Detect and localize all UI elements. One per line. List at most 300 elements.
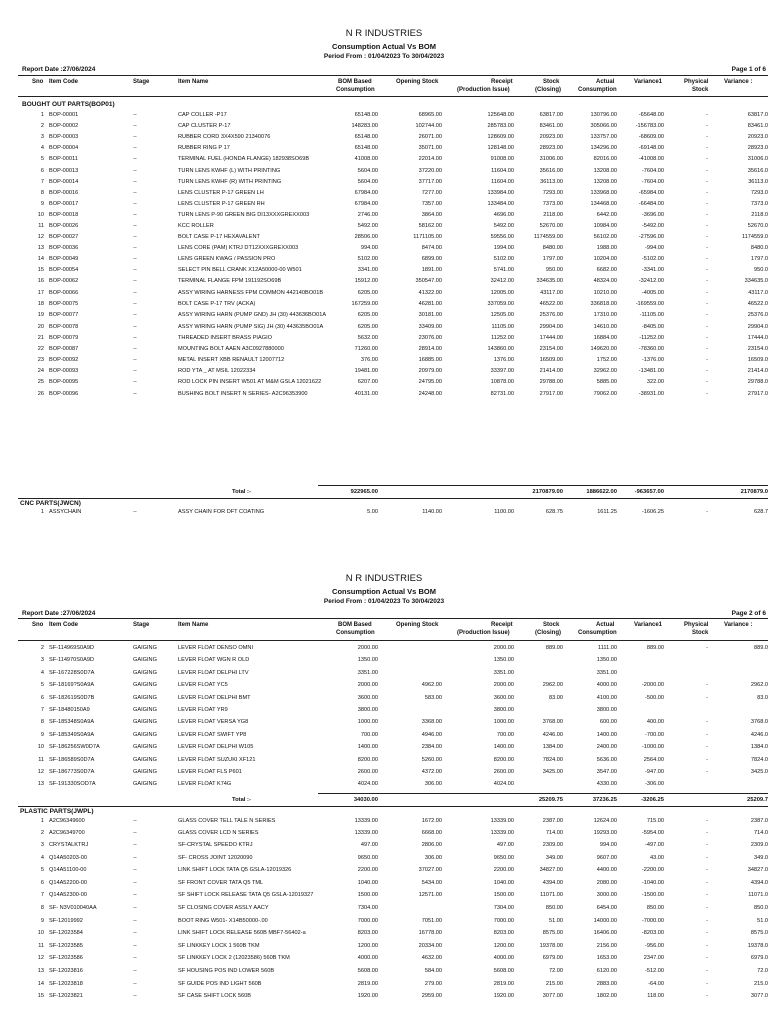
cell-sno: 3 (40, 842, 44, 849)
table-row (0, 842, 768, 853)
cell-sno: 7 (40, 892, 44, 899)
cell-rec: 133984.00 (487, 190, 514, 196)
cell-open: 3368.00 (421, 719, 442, 726)
table-row (0, 123, 768, 134)
cell-open: 37220.00 (418, 168, 442, 174)
cell-rec: 82731.00 (490, 391, 514, 397)
cell-stage: -- (133, 278, 137, 284)
cell-act: 6454.00 (596, 905, 617, 912)
cell-stk: 4394.00 (542, 880, 563, 886)
cell-act: 56102.00 (593, 234, 617, 240)
cell-stk: 7293.00 (542, 190, 563, 196)
col-receipt-1: Receipt (491, 622, 513, 628)
cell-name: LINK SHIFT LOCK TATA Q5 GSLA-12019326 (178, 866, 292, 873)
cell-phy: - (706, 929, 708, 936)
table-row (0, 145, 768, 156)
cell-stk: 628.75 (545, 509, 563, 515)
section-title-bop: BOUGHT OUT PARTS(BOP01) (22, 101, 115, 108)
cell-rec: 13339.00 (490, 830, 514, 837)
cell-name: ROD YTA _ AT MSIL 12022334 (178, 368, 256, 374)
cell-open: 30181.00 (418, 312, 442, 318)
cell-bom: 5632.00 (357, 335, 378, 341)
cell-open: 26071.00 (418, 134, 442, 140)
cell-code: SF-185348S0A9A (49, 719, 95, 726)
cell-code: BOP-00066 (49, 290, 79, 296)
cell-code: BOP-00014 (49, 179, 79, 185)
cell-bom: 67984.00 (354, 190, 378, 196)
cell-open: 1891.00 (421, 267, 442, 273)
cell-var: -512.00 (645, 968, 664, 975)
cell-phy: - (706, 719, 708, 726)
cell-rec: 128609.00 (487, 134, 514, 140)
table-row (0, 168, 768, 179)
col-physical-2: Stock (692, 630, 709, 636)
cell-bom: 5604.00 (357, 179, 378, 185)
cell-rec: 10878.00 (490, 379, 514, 385)
cell-act: 1400.00 (596, 731, 617, 738)
cell-act: 1611.25 (597, 509, 617, 515)
cell-code: A2C96349600 (49, 818, 85, 824)
cell-name: LEVER FLOAT WGN R OLD (178, 657, 250, 664)
total-bom: 922965.00 (350, 489, 378, 495)
cell-phy: - (706, 682, 708, 689)
cell-phy: - (706, 346, 708, 352)
gaiging-total-row (0, 796, 768, 806)
cell-name: LEVER FLOAT SWIFT YP8 (178, 731, 247, 738)
total-top-rule (318, 793, 768, 794)
cell-rec: 32412.00 (490, 278, 514, 284)
cell-stage: -- (133, 818, 137, 824)
col-bom-1: BOM Based (338, 79, 372, 85)
col-variance2: Variance : (724, 622, 753, 628)
cell-sno: 1 (40, 509, 44, 515)
cell-name: ASSY WIRING HARN (PUMP SIG) JH (30) 443635BO01A (178, 324, 324, 330)
cell-var2: 4394.0 (750, 880, 768, 886)
total-bom: 34030.00 (353, 797, 378, 803)
total-variance2: 25209.7 (747, 797, 768, 803)
cell-stk: 72.00 (549, 968, 563, 975)
cell-act: 2156.00 (596, 943, 617, 949)
cell-stage: -- (133, 290, 137, 296)
cell-phy: - (706, 731, 708, 738)
col-stage: Stage (133, 79, 150, 85)
cell-rec: 143860.00 (487, 346, 514, 352)
cell-stk: 27917.00 (539, 391, 563, 397)
cell-bom: 2600.00 (357, 769, 378, 775)
cell-rec: 2600.00 (493, 769, 514, 775)
col-physical-2: Stock (692, 87, 709, 93)
cell-rec: 3351.00 (493, 669, 514, 676)
cell-var: -497.00 (645, 842, 664, 849)
cell-stk: 25376.00 (539, 312, 563, 318)
cell-rec: 11252.00 (491, 335, 514, 341)
cell-stk: 52670.00 (539, 223, 563, 229)
cell-bom: 3800.00 (357, 707, 378, 713)
cell-sno: 11 (38, 223, 44, 229)
table-row (0, 830, 768, 841)
cell-open: 583.00 (424, 694, 442, 701)
cell-sno: 10 (37, 929, 44, 936)
cell-var: -7000.00 (641, 917, 664, 924)
table-row (0, 267, 768, 278)
cell-stage: -- (133, 267, 137, 273)
cell-act: 4400.00 (596, 866, 617, 873)
table-row (0, 379, 768, 390)
cell-var2: 27917.0 (747, 391, 768, 397)
cell-stk: 3768.00 (542, 719, 563, 726)
report-date: Report Date :27/06/2024 (22, 610, 96, 617)
cell-name: LEVER FLOAT DELPHI LTV (178, 669, 249, 676)
cell-bom: 2746.00 (357, 212, 378, 218)
header-top-rule (18, 618, 768, 619)
cell-var: -994.00 (645, 245, 664, 251)
cell-open: 6668.00 (421, 830, 442, 837)
cell-sno: 2 (40, 830, 44, 837)
cell-code: BOP-00027 (49, 234, 79, 240)
cell-sno: 5 (40, 156, 44, 162)
cell-var2: 8575.0 (750, 929, 768, 936)
cell-rec: 91008.00 (490, 156, 514, 162)
report-subtitle: Consumption Actual Vs BOM (332, 42, 436, 51)
cell-var: -65648.00 (638, 112, 664, 118)
cell-code: BOP-00054 (49, 267, 79, 273)
cell-rec: 5608.00 (493, 968, 514, 975)
cell-phy: - (706, 917, 708, 924)
cell-var: -8405.00 (641, 324, 664, 330)
cell-stage: -- (133, 866, 137, 873)
cell-stk: 31006.00 (539, 156, 563, 162)
cell-var: -1376.00 (641, 357, 664, 363)
cell-sno: 14 (37, 256, 44, 262)
cell-sno: 25 (37, 379, 44, 385)
cell-name: LENS CLUSTER P-17 GREEN RH (178, 201, 265, 207)
cell-sno: 13 (37, 968, 44, 975)
cell-open: 68965.00 (418, 112, 442, 118)
cell-code: BOP-00013 (49, 168, 79, 174)
total-bottom-rule (18, 498, 768, 499)
cell-open: 20334.00 (418, 943, 442, 949)
cell-stk: 334635.00 (536, 278, 563, 284)
cell-stage: -- (133, 357, 137, 363)
cell-code: BOP-00017 (49, 201, 79, 207)
cell-stage: GAIGING (133, 731, 157, 738)
table-row (0, 855, 768, 866)
cell-sno: 19 (37, 312, 44, 318)
report-page-2 (0, 562, 768, 1024)
cell-rec: 7000.00 (493, 917, 514, 924)
cell-act: 2080.00 (596, 880, 617, 886)
cell-stk: 20923.00 (539, 134, 563, 140)
col-stock-2: (Closing) (535, 87, 561, 93)
cell-open: 7277.00 (421, 190, 442, 196)
cell-var2: 714.0 (754, 830, 768, 837)
cell-phy: - (706, 368, 708, 374)
cell-stk: 83.00 (549, 694, 563, 701)
cell-var2: 6979.0 (750, 955, 768, 962)
table-row (0, 867, 768, 878)
cell-phy: - (706, 245, 708, 251)
cell-code: SF-186589S0D7A (49, 756, 95, 763)
cell-var: -3696.00 (641, 212, 664, 218)
table-row (0, 391, 768, 402)
cell-name: ASSY WIRING HARN (PUMP GND) JH (30) 443636BO01A (178, 312, 327, 318)
cell-sno: 10 (37, 212, 44, 218)
cell-var2: 950.0 (754, 267, 768, 273)
cell-phy: - (706, 267, 708, 273)
cell-bom: 40131.00 (354, 391, 378, 397)
cell-code: BOP-00077 (49, 312, 79, 318)
cell-var: -64.00 (648, 980, 664, 987)
cell-bom: 28506.00 (354, 234, 378, 240)
cell-stk: 8480.00 (542, 245, 563, 251)
bop-total-row (0, 488, 768, 498)
cell-name: RUBBER CORD 3X4X590 21340076 (178, 134, 271, 140)
cell-act: 4000.00 (596, 682, 617, 689)
col-item-name: Item Name (178, 79, 209, 85)
cell-code: BOP-00087 (49, 346, 79, 352)
cell-rec: 5102.00 (493, 256, 514, 262)
cell-bom: 148283.00 (351, 123, 378, 129)
cell-phy: - (706, 256, 708, 262)
cell-act: 130796.00 (590, 112, 617, 118)
cell-phy: - (706, 905, 708, 912)
cell-rec: 285783.00 (487, 123, 514, 129)
cell-stk: 19378.00 (539, 943, 563, 949)
cell-var: -5492.00 (641, 223, 664, 229)
report-date: Report Date :27/06/2024 (22, 66, 96, 73)
cell-stage: GAIGING (133, 669, 157, 676)
col-variance1: Variance1 (634, 622, 663, 628)
column-header-row (0, 78, 768, 98)
cell-open: 2384.00 (421, 744, 442, 751)
cell-sno: 7 (40, 707, 44, 713)
cell-act: 16406.00 (593, 929, 617, 936)
cell-act: 600.00 (599, 719, 617, 726)
cell-code: SF-191330SOD7A (49, 781, 96, 788)
cell-act: 6120.00 (596, 968, 617, 975)
cell-rec: 13339.00 (490, 818, 514, 824)
cell-var: -1040.00 (641, 880, 664, 886)
cell-act: 19293.00 (593, 830, 617, 837)
cell-bom: 65148.00 (354, 134, 378, 140)
table-row (0, 695, 768, 706)
cell-name: SF CASE SHIFT LOCK 560B (178, 992, 251, 999)
cell-code: BOP-00011 (49, 156, 78, 162)
cell-stage: -- (133, 391, 137, 397)
cell-rec: 11604.00 (491, 179, 514, 185)
cell-name: GLASS COVER TELL TALE N SERIES (178, 818, 276, 824)
cell-sno: 1 (40, 818, 44, 824)
cell-act: 1350.00 (596, 657, 617, 664)
cell-code: BOP-00003 (49, 134, 79, 140)
cell-bom: 6205.00 (357, 324, 378, 330)
cell-rec: 8203.00 (493, 929, 514, 936)
cell-code: SF-18480150A9 (49, 707, 90, 713)
cell-var: -5102.00 (641, 256, 664, 262)
cell-code: BOP-00016 (49, 190, 79, 196)
cell-stage: -- (133, 968, 137, 975)
cell-bom: 9650.00 (357, 854, 378, 861)
cell-var: 2347.00 (643, 955, 664, 962)
cell-act: 48324.00 (593, 278, 617, 284)
cell-var2: 29904.0 (747, 324, 768, 330)
cell-stage: -- (133, 301, 137, 307)
cell-rec: 5741.00 (493, 267, 514, 273)
cell-rec: 128148.00 (487, 145, 514, 151)
cell-act: 6682.00 (596, 267, 617, 273)
cell-code: BOP-00062 (49, 278, 79, 284)
cell-name: LENS CORE (PAM) KTRJ DT12XXXGREXX003 (178, 245, 299, 251)
table-row (0, 732, 768, 743)
cell-open: 2959.00 (421, 992, 442, 999)
table-row (0, 968, 768, 979)
cell-rec: 4000.00 (493, 955, 514, 962)
cell-var: -306.00 (645, 781, 664, 788)
cell-act: 12624.00 (593, 818, 617, 824)
total-label: Total :- (232, 489, 251, 495)
cell-sno: 13 (37, 245, 44, 251)
cell-stk: 1384.00 (542, 744, 563, 751)
cell-stk: 17444.00 (539, 335, 563, 341)
cell-var: -3341.00 (641, 267, 664, 273)
cell-bom: 67984.00 (354, 201, 378, 207)
cell-bom: 7304.00 (357, 905, 378, 912)
col-bom-2: Consumption (336, 87, 375, 93)
cell-bom: 71260.00 (354, 346, 378, 352)
cell-bom: 994.00 (360, 245, 378, 251)
cell-var: 322.00 (646, 379, 664, 385)
cell-act: 82016.00 (593, 156, 617, 162)
cell-code: SF-12023821 (49, 992, 83, 999)
cell-name: LEVER FLOAT VERSA YG8 (178, 719, 249, 726)
cell-stage: -- (133, 892, 137, 899)
cell-rec: 9650.00 (493, 854, 514, 861)
cell-open: 5260.00 (421, 756, 442, 763)
cell-open: 6899.00 (421, 256, 442, 262)
cell-name: LEVER FLOAT YR9 (178, 707, 228, 713)
cell-name: CAP CLUSTER P-17 (178, 123, 231, 129)
cell-phy: - (706, 290, 708, 296)
cell-act: 9607.00 (596, 854, 617, 861)
col-sno: Sno (32, 79, 44, 85)
col-item-code: Item Code (49, 622, 79, 628)
cell-name: CAP COLLER -P17 (178, 112, 227, 118)
cell-stk: 35616.00 (539, 168, 563, 174)
cell-act: 134468.00 (590, 201, 617, 207)
cell-var2: 1797.0 (750, 256, 768, 262)
cell-open: 46281.00 (418, 301, 442, 307)
table-row (0, 245, 768, 256)
cell-code: SF-12023584 (49, 929, 83, 936)
cell-open: 37027.00 (418, 866, 442, 873)
cell-phy: - (706, 278, 708, 284)
cell-stage: -- (133, 168, 137, 174)
cell-sno: 12 (37, 955, 44, 962)
cell-var2: 25376.0 (747, 312, 768, 318)
cell-stk: 3425.00 (542, 769, 563, 775)
cell-phy: - (706, 943, 708, 949)
cell-sno: 15 (37, 267, 44, 273)
cell-stage: GAIGING (133, 707, 157, 713)
cell-act: 10984.00 (593, 223, 617, 229)
cell-bom: 3341.00 (357, 267, 378, 273)
cell-var: -1500.00 (641, 892, 664, 899)
cell-name: GLASS COVER LCD N SERIES (178, 830, 259, 837)
cell-act: 1802.00 (596, 992, 617, 999)
cell-bom: 8203.00 (357, 929, 378, 936)
cell-act: 79062.00 (593, 391, 617, 397)
cell-code: SF-18169?S0A9A (49, 682, 95, 689)
cell-var: -32412.00 (638, 278, 664, 284)
page-number: Page 1 of 6 (731, 66, 766, 73)
cell-sno: 12 (37, 769, 44, 775)
cell-stage: -- (133, 980, 137, 987)
cell-var: -11105.00 (639, 312, 664, 318)
cell-rec: 5492.00 (493, 223, 514, 229)
cell-act: 10204.00 (593, 256, 617, 262)
cell-act: 3000.00 (596, 892, 617, 899)
cell-var: -947.00 (645, 769, 664, 775)
table-row (0, 346, 768, 357)
cell-open: 24248.00 (418, 391, 442, 397)
cell-var2: 23154.0 (747, 346, 768, 352)
cell-sno: 4 (40, 854, 44, 861)
report-period: Period From : 01/04/2023 To 30/04/2023 (323, 598, 445, 605)
cell-stk: 3077.00 (542, 992, 563, 999)
cell-open: 4372.00 (421, 769, 442, 775)
cell-phy: - (706, 980, 708, 987)
cell-var2: 16509.0 (747, 357, 768, 363)
cell-sno: 24 (37, 368, 44, 374)
col-variance1: Variance1 (634, 79, 663, 85)
cell-var: -500.00 (645, 694, 664, 701)
cell-stk: 21414.00 (539, 368, 563, 374)
cell-stage: -- (133, 335, 137, 341)
cell-var2: 2309.0 (750, 842, 768, 849)
cell-sno: 1 (40, 112, 44, 118)
cell-name: ROD LOCK PIN INSERT W501 AT M&M GSLA 12021622 (178, 379, 322, 385)
cell-name: SF SHIFT LOCK RELEASE TATA Q5 GSLA-12019327 (178, 892, 314, 899)
company-name: N R INDUSTRIES (345, 573, 423, 584)
cell-open: 1672.00 (421, 818, 442, 824)
cell-var: -169559.00 (635, 301, 664, 307)
cell-code: BOP-00002 (49, 123, 79, 129)
cell-var: -1000.00 (641, 744, 664, 751)
cell-stage: GAIGING (133, 645, 157, 651)
col-opening: Opening Stock (396, 79, 439, 85)
cell-var2: 51.0 (757, 917, 768, 924)
cell-rec: 2000.00 (493, 682, 514, 689)
cell-phy: - (706, 818, 708, 824)
cell-stage: -- (133, 312, 137, 318)
cell-bom: 8200.00 (357, 756, 378, 763)
cell-open: 28914.00 (418, 346, 442, 352)
cell-var: -7604.00 (641, 179, 664, 185)
cell-var2: 21414.0 (747, 368, 768, 374)
cell-bom: 6207.00 (357, 379, 378, 385)
cell-bom: 65148.00 (354, 112, 378, 118)
cell-stage: -- (133, 346, 137, 352)
cell-code: SF-185349S0A9A (49, 731, 95, 738)
cell-phy: - (706, 379, 708, 385)
cell-stk: 1174559.00 (533, 234, 563, 240)
cell-open: 2806.00 (421, 842, 442, 849)
cell-act: 6442.00 (596, 212, 617, 218)
cell-open: 4632.00 (421, 955, 442, 962)
cell-bom: 700.00 (360, 731, 378, 738)
table-row (0, 769, 768, 780)
cell-name: LEVER FLOAT K74G (178, 781, 232, 788)
